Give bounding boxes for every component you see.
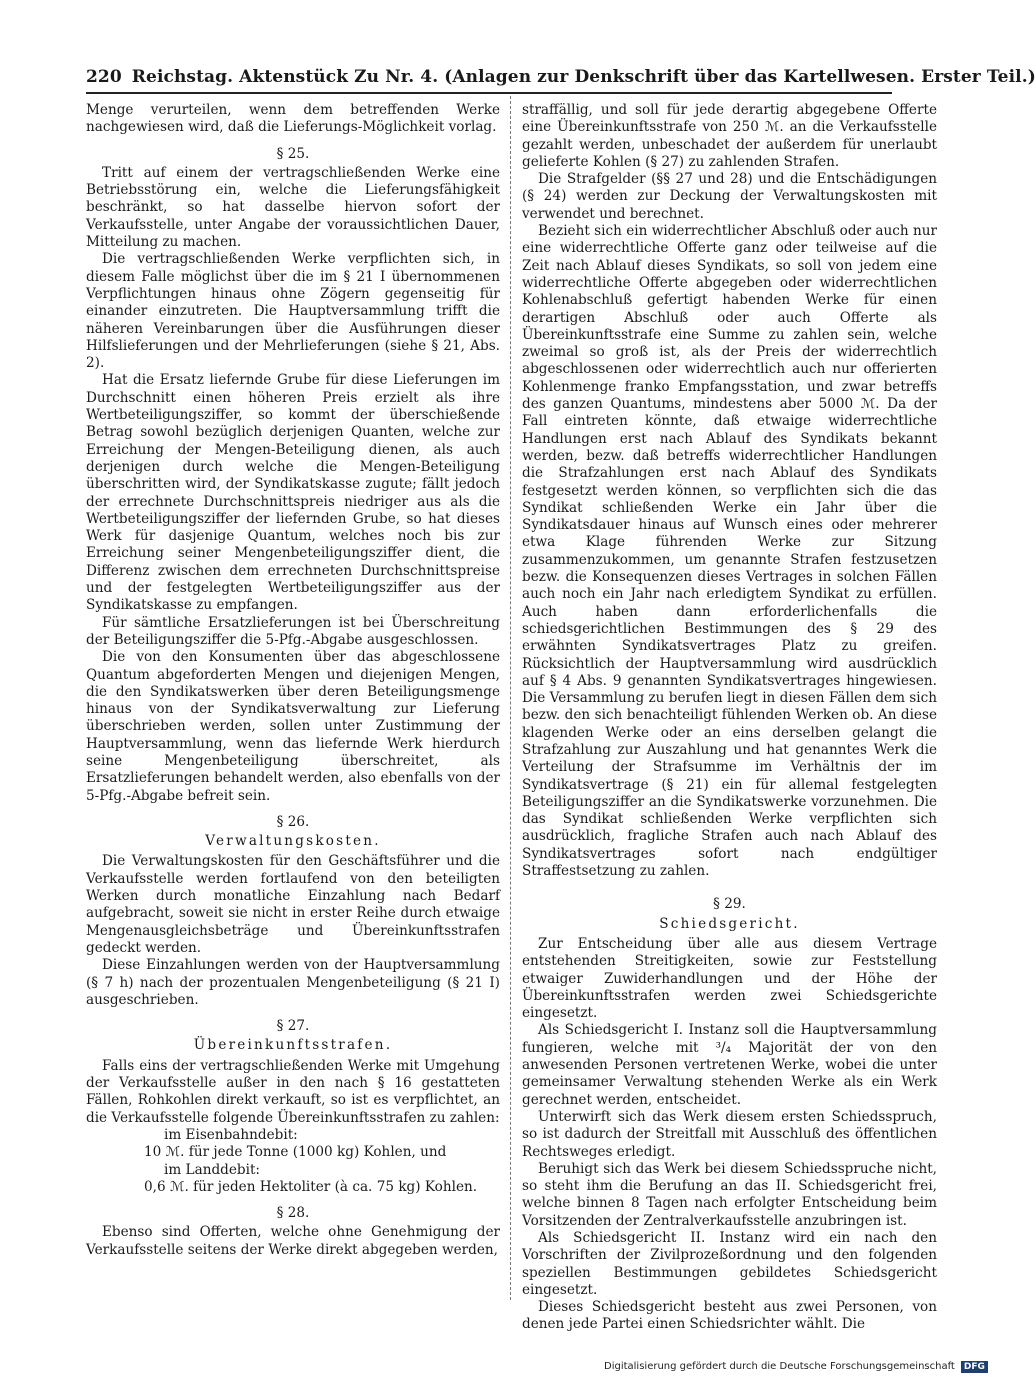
column-divider [510,96,511,1300]
paragraph: Diese Einzahlungen werden von der Hauptversammlung (§ 7 h) nach der prozentualen Mengenbeteiligung (§ 21 I) ausgeschrieben. [86,957,500,1008]
credit-text: Digitalisierung gefördert durch die Deutsche Forschungsgemeinschaft [604,1361,955,1372]
tariff-line: 0,6 ℳ. für jeden Hektoliter (à ca. 75 kg) Kohlen. [144,1178,478,1195]
paragraph: Die vertragschließenden Werke verpflichten sich, in diesem Falle möglichst über die im § 21 I übernommenen Verpflichtungen hinaus ohne Zögern gegenseitig für einander einzutreten. Die Hauptversammlung trifft die näheren Vereinbarungen über die Ausführungen dieser Hilfslieferungen und der Mehrlieferungen (siehe § 21, Abs. 2). [86,251,500,372]
paragraph: Beruhigt sich das Werk bei diesem Schiedsspruche nicht, so steht ihm die Berufung an das II. Schiedsgericht frei, welche binnen 8 Tagen nach erfolgter Entscheidung beim Vorsitzenden der Zentralverkaufsstelle anzubringen ist. [522,1160,937,1229]
tariff-line: im Landdebit: [164,1161,260,1178]
section-heading-27: § 27. [276,1018,310,1035]
paragraph: Die Verwaltungskosten für den Geschäftsführer und die Verkaufsstelle werden fortlaufend von den beteiligten Werken durch monatliche Einzahlung nach Bedarf aufgebracht, soweit sie nicht in erster Reihe durch etwaige Mengenausgleichsbeträge und Übereinkunftsstrafen gedeckt werden. [86,853,500,956]
paragraph: Tritt auf einem der vertragschließenden Werke eine Betriebsstörung ein, welche die Lieferungsfähigkeit beschränkt, so hat dasselbe hiervon sofort der Verkaufsstelle, unter Angabe der voraussichtlichen Dauer, Mitteilung zu machen. [86,164,500,251]
paragraph: Dieses Schiedsgericht besteht aus zwei Personen, von denen jede Partei einen Schiedsrichter wählt. Die [522,1299,937,1333]
right-column [522,102,937,1333]
section-title-27: Übereinkunftsstrafen. [193,1037,393,1054]
paragraph: Bezieht sich ein widerrechtlicher Abschluß oder auch nur eine widerrechtliche Offerte ganz oder teilweise auf die Zeit nach Ablauf dieses Syndikats, so soll von jedem eine widerrechtliche Offerte abgegeben oder widerrechtlichen Kohlenabschluß gefertigt habenden Werke für einen derartigen Abschluß oder auch Offerte als Übereinkunftsstrafe eine Summe zu zahlen sein, welche zweimal so groß ist, als der Preis der widerrechtlich abgeschlossenen oder widerrechtlich auch nur offerierten Kohlenmenge franko Empfangsstation, und zwar betreffs des ganzen Quantums, mindestens aber 5000 ℳ. Da der Fall eintreten könnte, daß etwaige widerrechtliche Handlungen erst nach Ablauf des Syndikats bekannt werden, bezw. daß betreffs widerrechtlicher Handlungen die Strafzahlungen erst nach Ablauf des Syndikats festgesetzt werden können, so verpflichten sich die das Syndikat schließenden Werke ein Jahr über die Syndikatsdauer hinaus auf Wunsch eines oder mehrerer etwa Klage führenden Werke zur Sitzung zusammenzukommen, um genannte Strafen festzusetzen bezw. die Konsequenzen dieses Vertrages in solchen Fällen auch noch ein Jahr nach erledigtem Syndikat zu erfüllen. Auch haben dann erforderlichenfalls die schiedsgerichtlichen Bestimmungen des § 29 des erwähnten Syndikatsvertrages Platz zu greifen. Rücksichtlich der Hauptversammlung wird ausdrücklich auf § 4 Abs. 9 genannten Syndikatsvertrages hingewiesen. Die Versammlung zu berufen liegt in diesen Fällen dem sich bezw. den sich benachteiligt fühlenden Werken ob. An diese klagenden Werke oder an eins derselben gelangt die Strafzahlung zur Auszahlung und hat genanntes Werk die Verteilung der Strafsumme im Verhältnis der im Syndikatsvertrage (§ 21) ein für allemal festgelegten Beteiligungsziffer an die Syndikatswerke vorzunehmen. Die das Syndikat schließenden Werke verpflichten sich ausdrücklich, fragliche Strafen auch nach Ablauf des Syndikatsvertrages sofort nach endgültiger Straffestsetzung zu zahlen. [522,223,937,880]
section-title-26: Verwaltungskosten. [205,833,381,850]
paragraph: straffällig, und soll für jede derartig abgegebene Offerte eine Übereinkunftsstrafe von 250 ℳ. an die Verkaufsstelle gezahlt werden, unbeschadet der außerdem für unerlaubt gelieferte Kohlen (§ 27) zu zahlenden Strafen. [522,102,937,170]
dfg-logo: DFG [961,1361,988,1373]
paragraph: Als Schiedsgericht I. Instanz soll die Hauptversammlung fungieren, welche mit ³/₄ Majorität der von den anwesenden Personen vertretenen Werke, wobei die unter gemeinsamer Verwaltung stehenden Werke als ein Werk gerechnet werden, entscheidet. [522,1022,937,1108]
paragraph: Ebenso sind Offerten, welche ohne Genehmigung der Verkaufsstelle seitens der Werke direkt abgegeben werden, [86,1224,500,1258]
section-heading-28: § 28. [276,1205,310,1222]
paragraph: Hat die Ersatz liefernde Grube für diese Lieferungen im Durchschnitt einen höheren Preis erzielt als ihre Wertbeteiligungsziffer, so kommt der überschießende Betrag sowohl bezüglich derjenigen Quanten, welche zur Erreichung der Mengen-Beteiligung dienen, als auch derjenigen durch welche die Mengen-Beteiligung überschritten wird, der Syndikatskasse zugute; fällt jedoch der errechnete Durchschnittspreis niedriger aus als die Wertbeteiligungsziffer der liefernden Grube, so hat dieses Werk für dasjenige Quantum, welches noch bis zur Erreichung seiner Mengenbeteiligungsziffer dient, die Differenz zwischen dem errechneten Durchschnittspreise und der festgelegten Wertbeteiligungsziffer aus der Syndikatskasse zu empfangen. [86,372,500,614]
paragraph: Die Strafgelder (§§ 27 und 28) und die Entschädigungen (§ 24) werden zur Deckung der Verwaltungskosten mit verwendet und berechnet. [522,171,937,222]
running-title: Reichstag. Aktenstück Zu Nr. 4. (Anlagen zur Denkschrift über das Kartellwesen. Erster Teil.) [131,67,1036,87]
tariff-line: 10 ℳ. für jede Tonne (1000 kg) Kohlen, und [144,1144,447,1161]
paragraph: Menge verurteilen, wenn dem betreffenden Werke nachgewiesen wird, daß die Lieferungs-Möglichkeit vorlag. [86,102,500,136]
paragraph: Unterwirft sich das Werk diesem ersten Schiedsspruch, so ist dadurch der Streitfall mit Ausschluß des öffentlichen Rechtsweges erledigt. [522,1108,937,1160]
page-number: 220 [86,67,122,87]
page-header [86,66,1036,88]
paragraph: Zur Entscheidung über alle aus diesem Vertrage entstehenden Streitigkeiten, sowie zur Feststellung etwaiger Zuwiderhandlungen und der Höhe der Übereinkunftsstrafen werden zwei Schiedsgerichte eingesetzt. [522,935,937,1022]
header-rule [86,92,892,94]
section-heading-26: § 26. [276,813,310,830]
left-column [86,102,500,1300]
tariff-line: im Eisenbahndebit: [164,1126,298,1143]
digitization-credit [604,1360,985,1374]
paragraph: Falls eins der vertragschließenden Werke mit Umgehung der Verkaufsstelle außer in den nach § 16 gestatteten Fällen, Rohkohlen direkt verkauft, so ist es verpflichtet, an die Verkaufsstelle folgende Übereinkunftsstrafen zu zahlen: [86,1057,500,1126]
section-title-29: Schiedsgericht. [659,915,800,932]
paragraph: Die von den Konsumenten über das abgeschlossene Quantum abgeforderten Mengen und diejenigen Mengen, die den Syndikatswerken über deren Beteiligungsmenge hinaus von der Syndikatsverwaltung zur Lieferung überschrieben werden, sollen unter Zustimmung der Hauptversammlung, wenn das liefernde Werk hierdurch seine Mengenbeteiligung überschreitet, als Ersatzlieferungen behandelt werden, also ebenfalls von der 5-Pfg.-Abgabe befreit sein. [86,649,500,804]
section-heading-29: § 29. [713,896,746,913]
paragraph: Als Schiedsgericht II. Instanz wird ein nach den Vorschriften der Zivilprozeßordnung und den folgenden speziellen Bestimmungen gebildetes Schiedsgericht eingesetzt. [522,1230,937,1298]
paragraph: Für sämtliche Ersatzlieferungen ist bei Überschreitung der Beteiligungsziffer die 5-Pfg.-Abgabe ausgeschlossen. [86,614,500,648]
section-heading-25: § 25. [276,145,310,162]
